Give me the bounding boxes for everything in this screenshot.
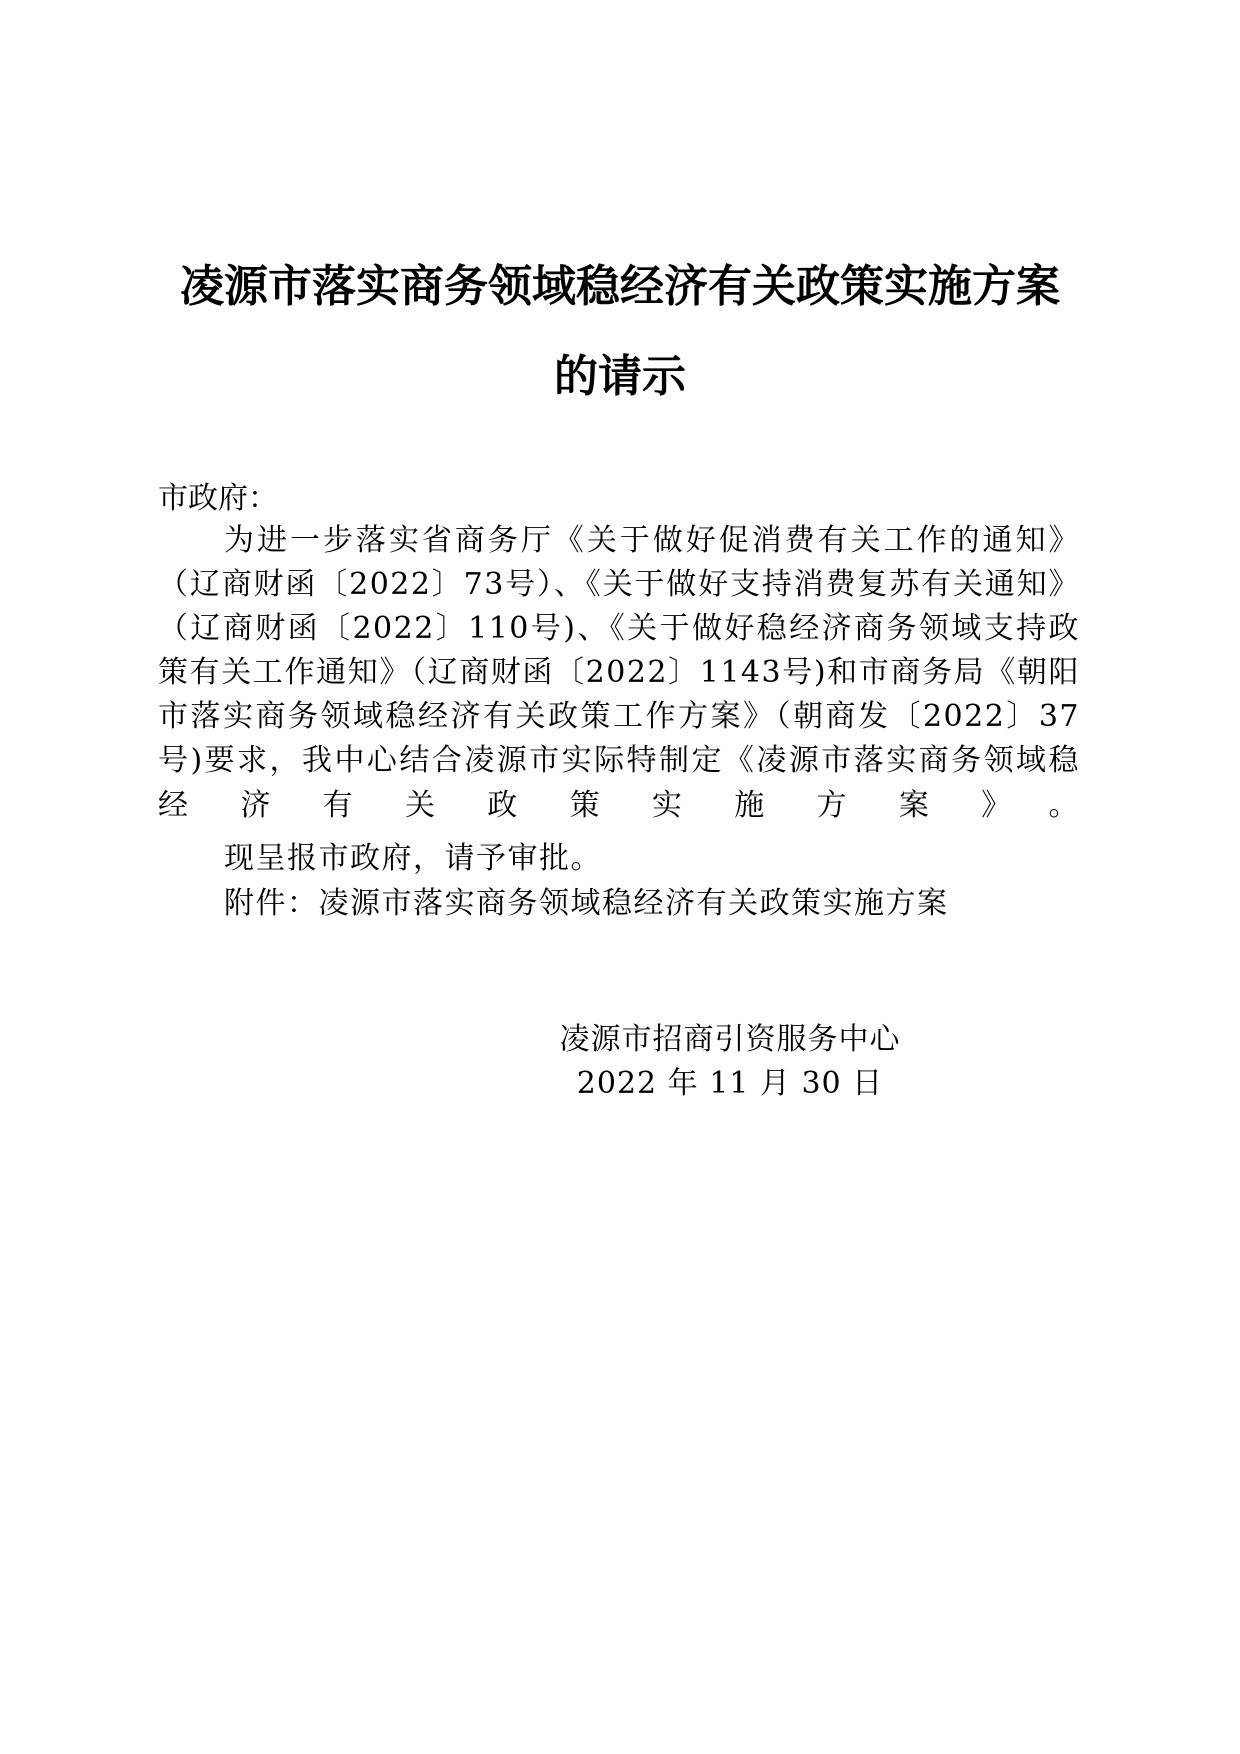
salutation: 市政府：: [158, 481, 278, 516]
attachment-line: 附件：凌源市落实商务领域稳经济有关政策实施方案: [224, 886, 949, 921]
report-line: 现呈报市政府，请予审批。: [224, 841, 602, 876]
document-title-line1: 凌源市落实商务领域稳经济有关政策实施方案: [180, 261, 1060, 312]
signature-date: 2022 年 11 月 30 日: [576, 1066, 884, 1101]
document-title-line2: 的请示: [554, 351, 686, 402]
signature-organization: 凌源市招商引资服务中心: [559, 1022, 901, 1057]
signature-block: [520, 1018, 940, 1106]
body-paragraph: 为进一步落实省商务厅《关于做好促消费有关工作的通知》（辽商财函〔2022〕73号）、《关于做好支持消费复苏有关通知》（辽商财函〔2022〕110号)、《关于做好稳经济商务领域支持政策有关工作通知》（辽商财函〔2022〕1143号)和市商务局《朝阳市落实商务领域稳经济有关政策工作方案》（朝商发〔2022〕37号)要求，我中心结合凌源市实际特制定《凌源市落实商务领域稳经济有关政策实施方案》。: [158, 523, 1080, 823]
